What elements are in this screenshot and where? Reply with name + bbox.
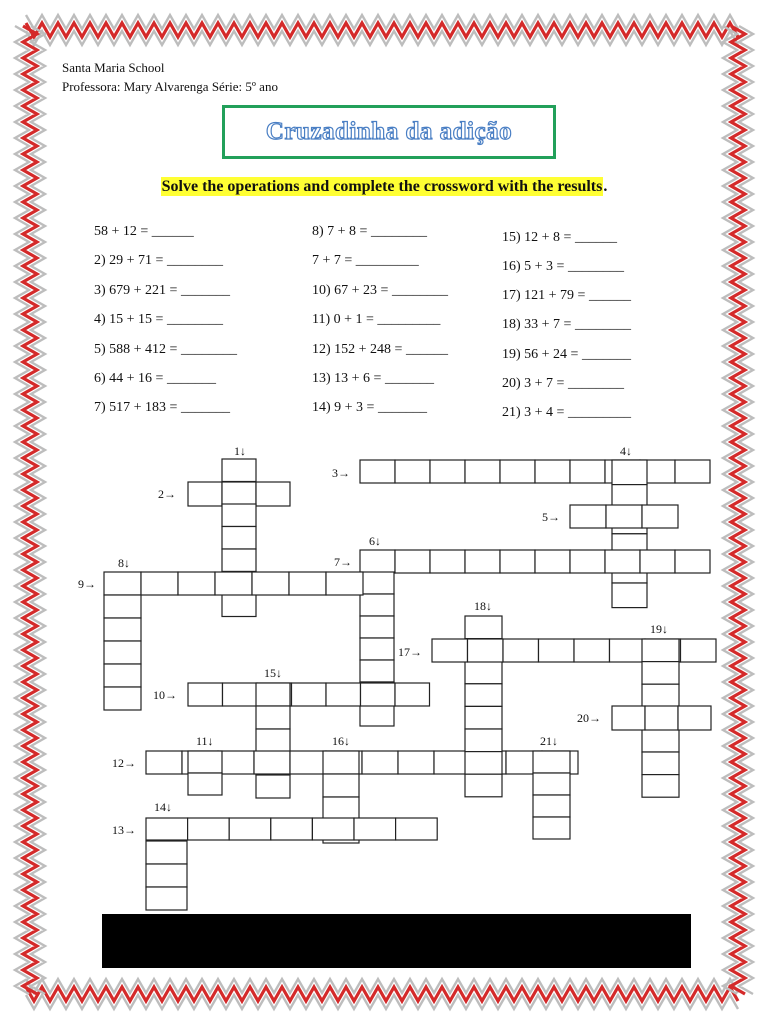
crossword-cell[interactable] — [188, 818, 230, 840]
operation-item: 15) 12 + 8 = ______ — [502, 230, 617, 245]
operation-item: 14) 9 + 3 = _______ — [312, 400, 427, 415]
clue-label: 7→ — [334, 555, 352, 569]
clue-label: 21↓ — [540, 734, 558, 748]
crossword-cell[interactable] — [146, 751, 182, 774]
teacher-grade-line: Professora: Mary Alvarenga Série: 5º ano — [62, 79, 278, 94]
crossword-cell[interactable] — [465, 706, 502, 729]
crossword-cell[interactable] — [395, 460, 430, 483]
clue-label: 10→ — [153, 688, 177, 702]
crossword-cell[interactable] — [465, 684, 502, 707]
crossword-cell[interactable] — [360, 572, 394, 594]
operation-item: 7 + 7 = _________ — [312, 253, 419, 268]
crossword-cell[interactable] — [612, 583, 647, 608]
clue-label: 19↓ — [650, 622, 668, 636]
crossword-cell[interactable] — [503, 639, 539, 662]
crossword-cell[interactable] — [188, 751, 222, 773]
crossword-cell[interactable] — [398, 751, 434, 774]
crossword-cell[interactable] — [539, 639, 575, 662]
crossword-cell[interactable] — [574, 639, 610, 662]
crossword-cell[interactable] — [642, 684, 679, 707]
operation-item: 20) 3 + 7 = ________ — [502, 376, 624, 391]
crossword-cell[interactable] — [141, 572, 178, 595]
crossword-cell[interactable] — [326, 683, 361, 706]
crossword-cell[interactable] — [312, 818, 354, 840]
crossword-cell[interactable] — [256, 482, 290, 506]
operation-item: 21) 3 + 4 = _________ — [502, 405, 631, 420]
crossword-cell[interactable] — [323, 774, 359, 797]
crossword-cell[interactable] — [465, 550, 500, 573]
crossword-cell[interactable] — [188, 773, 222, 795]
crossword-cell[interactable] — [104, 664, 141, 687]
crossword-cell[interactable] — [218, 751, 254, 774]
crossword-cell[interactable] — [533, 751, 570, 773]
crossword-cell[interactable] — [465, 729, 502, 752]
crossword-cell[interactable] — [612, 460, 647, 485]
clue-label: 5→ — [542, 510, 560, 524]
crossword-cell[interactable] — [222, 459, 256, 482]
crossword-cell[interactable] — [289, 572, 326, 595]
crossword-cell[interactable] — [188, 482, 222, 506]
crossword-cell[interactable] — [215, 572, 252, 595]
crossword-cell[interactable] — [360, 616, 394, 638]
crossword-cell[interactable] — [533, 817, 570, 839]
crossword-cell[interactable] — [395, 683, 430, 706]
crossword-cell[interactable] — [605, 550, 640, 573]
worksheet-title: Cruzadinha da adição — [265, 118, 513, 145]
operation-item: 7) 517 + 183 = _______ — [94, 400, 230, 415]
clue-label: 6↓ — [369, 534, 381, 548]
crossword-cell[interactable] — [104, 641, 141, 664]
crossword-cell[interactable] — [361, 683, 396, 706]
crossword-cell[interactable] — [254, 751, 290, 774]
crossword-cell[interactable] — [465, 460, 500, 483]
crossword-cell[interactable] — [360, 460, 395, 483]
crossword-cell[interactable] — [146, 864, 187, 887]
clue-label: 9→ — [78, 577, 96, 591]
crossword-cell[interactable] — [640, 550, 675, 573]
crossword-cell[interactable] — [500, 460, 535, 483]
crossword-cell[interactable] — [465, 774, 502, 797]
crossword-cell[interactable] — [360, 550, 395, 573]
crossword-cell[interactable] — [535, 550, 570, 573]
crossword-cell[interactable] — [675, 550, 710, 573]
crossword-cell[interactable] — [104, 595, 141, 618]
crossword-cell[interactable] — [360, 594, 394, 616]
crossword-cell[interactable] — [360, 660, 394, 682]
crossword-cell[interactable] — [104, 687, 141, 710]
crossword-cell[interactable] — [432, 639, 468, 662]
crossword-cell[interactable] — [354, 818, 396, 840]
crossword-cell[interactable] — [188, 683, 223, 706]
clue-label: 4↓ — [620, 444, 632, 458]
crossword-cell[interactable] — [178, 572, 215, 595]
crossword-cell[interactable] — [256, 729, 290, 752]
operation-item: 19) 56 + 24 = _______ — [502, 347, 631, 362]
crossword-cell[interactable] — [610, 639, 646, 662]
operation-item: 5) 588 + 412 = ________ — [94, 342, 237, 357]
school-name: Santa Maria School — [62, 60, 165, 75]
operation-item: 17) 121 + 79 = ______ — [502, 288, 631, 303]
crossword-cell[interactable] — [323, 751, 359, 774]
crossword-cell[interactable] — [223, 683, 258, 706]
crossword-cell[interactable] — [395, 550, 430, 573]
crossword-cell[interactable] — [675, 460, 710, 483]
operation-item: 8) 7 + 8 = ________ — [312, 224, 427, 239]
clue-label: 2→ — [158, 487, 176, 501]
operation-item: 2) 29 + 71 = ________ — [94, 253, 223, 268]
operation-item: 58 + 12 = ______ — [94, 224, 194, 239]
clue-label: 8↓ — [118, 556, 130, 570]
crossword-cell[interactable] — [570, 505, 606, 528]
crossword-cell[interactable] — [326, 572, 363, 595]
crossword-cell[interactable] — [606, 505, 642, 528]
operation-item: 6) 44 + 16 = _______ — [94, 371, 216, 386]
crossword-cell[interactable] — [645, 706, 678, 730]
crossword-cell[interactable] — [642, 505, 678, 528]
crossword-cell[interactable] — [642, 639, 679, 662]
crossword-cell[interactable] — [533, 773, 570, 795]
crossword-cell[interactable] — [642, 752, 679, 775]
operation-item: 18) 33 + 7 = ________ — [502, 317, 631, 332]
operation-item: 12) 152 + 248 = ______ — [312, 342, 448, 357]
clue-label: 3→ — [332, 466, 350, 480]
crossword-cell[interactable] — [256, 775, 290, 798]
clue-label: 13→ — [112, 823, 136, 837]
operation-item: 3) 679 + 221 = _______ — [94, 283, 230, 298]
crossword-cell[interactable] — [271, 818, 313, 840]
crossword-cell[interactable] — [362, 751, 398, 774]
clue-label: 11↓ — [196, 734, 214, 748]
crossword-cell[interactable] — [465, 616, 502, 639]
crossword-cell[interactable] — [222, 482, 256, 506]
crossword-cell[interactable] — [146, 841, 187, 864]
clue-label: 20→ — [577, 711, 601, 725]
crossword-cell[interactable] — [229, 818, 271, 840]
redacted-bar — [102, 914, 691, 968]
crossword-cell[interactable] — [642, 662, 679, 685]
crossword-cell[interactable] — [222, 594, 256, 617]
crossword-cell[interactable] — [642, 775, 679, 798]
instruction-period: . — [603, 178, 608, 195]
instruction-highlight: Solve the operations and complete the crossword with the results — [161, 178, 603, 195]
crossword-cell[interactable] — [396, 818, 438, 840]
clue-label: 17→ — [398, 645, 422, 659]
crossword-cell[interactable] — [146, 887, 187, 910]
crossword-cell[interactable] — [222, 504, 256, 527]
crossword-cell[interactable] — [430, 550, 465, 573]
crossword-cell[interactable] — [360, 638, 394, 660]
crossword-cell[interactable] — [500, 550, 535, 573]
clue-label: 1↓ — [234, 444, 246, 458]
crossword-cell[interactable] — [465, 752, 502, 775]
crossword-cell[interactable] — [570, 460, 605, 483]
crossword-cell[interactable] — [533, 795, 570, 817]
crossword-cell[interactable] — [104, 618, 141, 641]
crossword-cell[interactable] — [678, 706, 711, 730]
operation-item: 11) 0 + 1 = _________ — [312, 312, 441, 327]
operation-item: 13) 13 + 6 = _______ — [312, 371, 434, 386]
crossword-cell[interactable] — [146, 818, 188, 840]
crossword-cell[interactable] — [252, 572, 289, 595]
crossword-cell[interactable] — [465, 661, 502, 684]
crossword-cell[interactable] — [430, 460, 465, 483]
crossword-cell[interactable] — [535, 460, 570, 483]
crossword-cell[interactable] — [256, 706, 290, 729]
crossword-cell[interactable] — [222, 527, 256, 550]
clue-label: 14↓ — [154, 800, 172, 814]
crossword-cell[interactable] — [292, 683, 327, 706]
clue-label: 15↓ — [264, 666, 282, 680]
operation-item: 4) 15 + 15 = ________ — [94, 312, 223, 327]
crossword-cell[interactable] — [570, 550, 605, 573]
clue-label: 16↓ — [332, 734, 350, 748]
operation-item: 16) 5 + 3 = ________ — [502, 259, 624, 274]
crossword-cell[interactable] — [222, 549, 256, 572]
crossword-cell[interactable] — [323, 797, 359, 820]
crossword-cell[interactable] — [290, 751, 326, 774]
crossword-cell[interactable] — [612, 706, 645, 730]
clue-label: 18↓ — [474, 599, 492, 613]
crossword-cell[interactable] — [681, 639, 717, 662]
crossword-cell[interactable] — [642, 729, 679, 752]
crossword-cell[interactable] — [256, 683, 290, 706]
crossword-cell[interactable] — [468, 639, 504, 662]
operation-item: 10) 67 + 23 = ________ — [312, 283, 448, 298]
crossword-cell[interactable] — [360, 704, 394, 726]
crossword-cell[interactable] — [104, 572, 141, 595]
clue-label: 12→ — [112, 756, 136, 770]
